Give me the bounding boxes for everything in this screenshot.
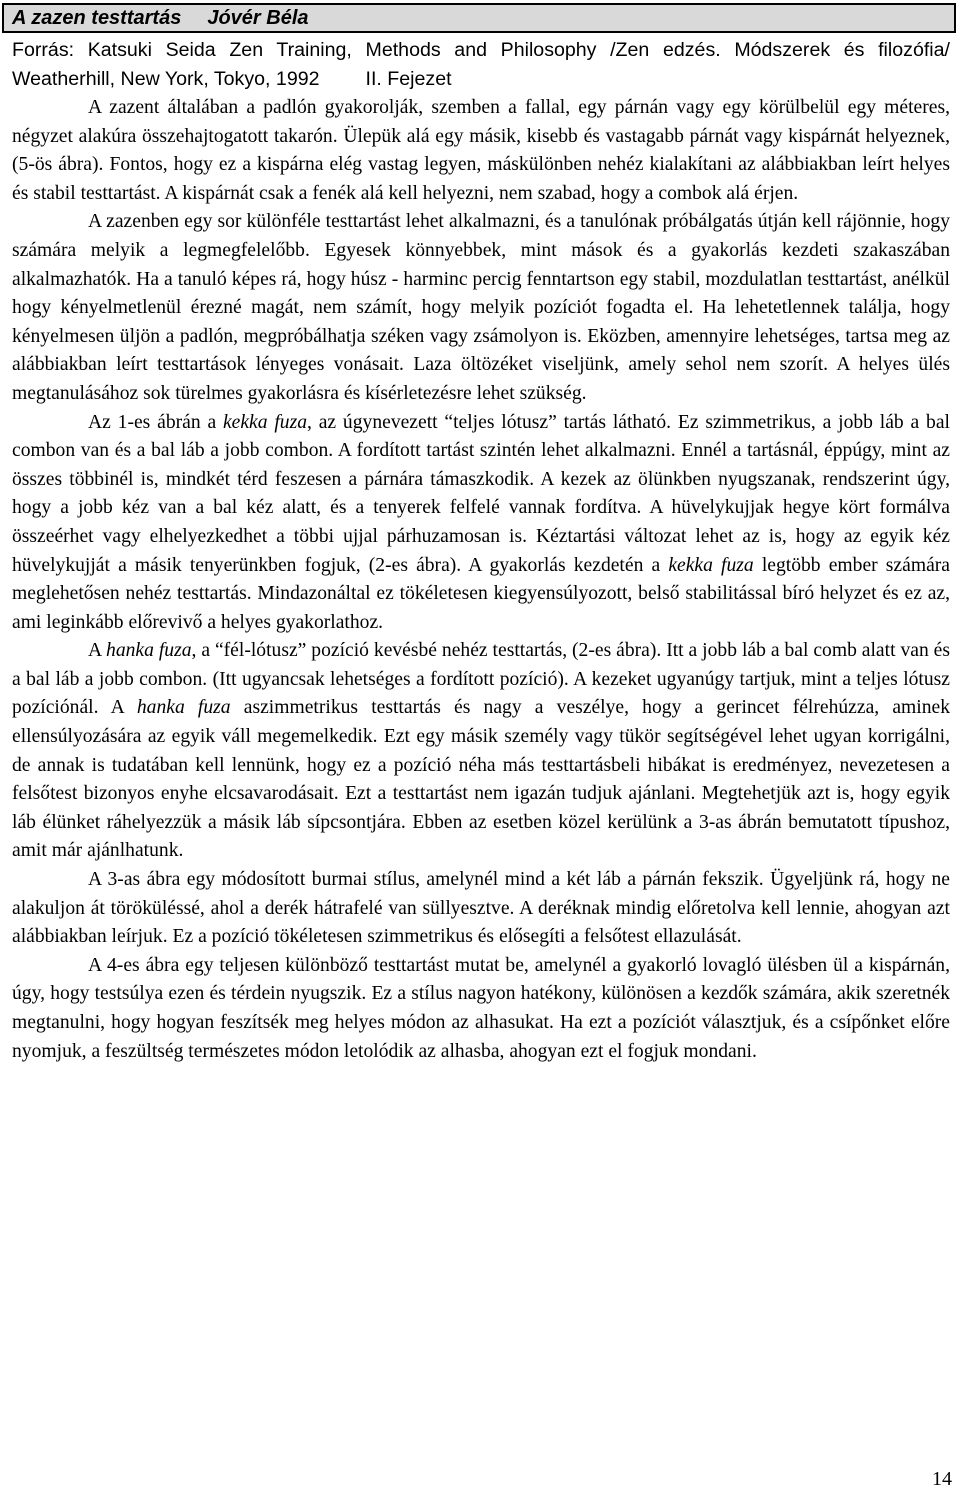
paragraph-4-text: aszimmetrikus testtartás és nagy a veszélye, hogy a gerincet félrehúzza, aminek ellensúlyozására az egyik váll megemelkedik. Ezt egy másik személy vagy tükör segítségével lehet ugyan korrigálni, de annak is tudatában kell lennünk, hogy ez a pozíció néha más testtartásbeli hibákat is eredményez, nevezetesen a felsőtest bizonyos enyhe elcsavarodásait. Ezt a testtartást nem igazán tudjuk ajánlani. Megtehetjük azt is, hogy egyik láb élünket ráhelyezzük a másik láb sípcsontjára. Ebben az esetben közel kerülünk a 3-as ábrán bemutatott típushoz, amit már ajánlhatunk. <box>12 697 951 862</box>
paragraph-5: A 3-as ábra egy módosított burmai stílus, amelynél mind a két láb a párnán fekszik. Ügyeljünk rá, hogy ne alakuljon át töröküléssé, ahol a derék hátrafelé van süllyesztve. A deréknak mindig előretolva kell lennie, ahogyan azt alábbiakban leírjuk. Ez a pozíció tökéletesen szimmetrikus és elősegíti a felsőtest ellazulását. <box>12 869 950 948</box>
document-body <box>12 36 950 1066</box>
paragraph-6: A 4-es ábra egy teljesen különböző testtartást mutat be, amelynél a gyakorló lovagló ülésben ül a kispárnán, úgy, hogy testsúlya ezen és térdein nyugszik. Ez a stílus nagyon hatékony, különösen a kezdők számára, akik szeretnék megtanulni, hogy hogyan feszítsék meg helyes módon az alhasukat. Ha ezt a pozíciót választjuk, és a csípőnket előre nyomjuk, a feszültség természetes módon letolódik az alhasba, ahogyan ezt el fogjuk mondani. <box>12 954 950 1062</box>
paragraph-4-text: A <box>88 640 107 662</box>
page-number: 14 <box>932 1468 952 1490</box>
term-kekka-fuza: kekka fuza <box>222 411 308 433</box>
author-name: Jóvér Béla <box>207 7 309 29</box>
paragraph-3 <box>12 409 950 638</box>
paragraph-2: A zazenben egy sor különféle testtartást lehet alkalmazni, és a tanulónak próbálgatás útján kell rájönnie, hogy számára melyik a legmegfelelőbb. Egyesek könnyebbek, mint mások és a gyakorlás kezdeti szakaszában alkalmazhatók. Ha a tanuló képes rá, hogy húsz - harminc percig fenntartson egy stabil, mozdulatlan testtartást, anélkül hogy kényelmetlenül érezné magát, nem számít, hogy melyik pozíciót fogadta el. Ha lehetetlennek találja, hogy kényelmesen üljön a padlón, megpróbálhatja széken vagy zsámolyon is. Eközben, amennyire lehetséges, tartsa meg az alábbiakban leírt testtartások lényeges vonásait. Laza öltözéket viseljünk, amely sehol nem szorít. A helyes ülés megtanulásához sok türelmes gyakorlásra és kísérletezésre lehet szükség. <box>12 211 950 404</box>
paragraph-3-text: , az úgynevezett “teljes lótusz” tartás látható. Ez szimmetrikus, a jobb láb a bal combon van és a bal láb a jobb combon. A fordított tartást szintén lehet alkalmazni. Ennél a tartásnál, éppúgy, mint az összes többinél is, mindkét térd feszesen a párnára támaszkodik. A kezek az ölünkben nyugszanak, rendszerint úgy, hogy a jobb kéz van a bal kéz alatt, és a tenyerek felfelé vannak fordítva. A hüvelykujjak hegye kört formálva összeérhet vagy elhelyezkedhet a többi ujjal párhuzamosan is. Kéztartási változat lehet az is, hogy az egyik kéz hüvelykujját a másik tenyerünkben fogjuk, (2-es ábra). A gyakorlás kezdetén a <box>12 411 950 576</box>
paragraph-4-text: , a “fél-lótusz” pozíció kevésbé nehéz testtartás, (2-es ábra). Itt a jobb láb a bal comb alatt van és a bal láb a jobb combon. (Itt ugyancsak lehetséges a fordított pozíció). A kezeket ugyanúgy tartjuk, mint a teljes lótusz pozíciónál. A <box>12 640 951 719</box>
term-hanka-fuza: hanka fuza <box>136 697 231 719</box>
term-hanka-fuza: hanka fuza <box>106 640 192 662</box>
paragraph-3-text: Az 1-es ábrán a <box>88 411 223 433</box>
source-text: Forrás: Katsuki Seida Zen Training, Methods and Philosophy /Zen edzés. Módszerek és filozófia/ Weatherhill, New York, Tokyo, 1992 <box>12 39 950 90</box>
paragraph-4 <box>12 637 950 866</box>
paragraph-3-text: legtöbb ember számára meglehetősen nehéz testtartás. Mindazonáltal ez tökéletesen kiegyensúlyozott, belső stabilitással bíró helyzet és ez az, ami leginkább előrevivő a helyes gyakorlathoz. <box>12 554 950 633</box>
source-citation <box>12 36 950 94</box>
chapter-label: II. Fejezet <box>365 68 452 90</box>
title-bar <box>2 3 956 33</box>
term-kekka-fuza: kekka fuza <box>668 554 754 576</box>
page-title: A zazen testtartás <box>12 7 182 29</box>
paragraph-1: A zazent általában a padlón gyakorolják, szemben a fallal, egy párnán vagy egy körülbelül egy méteres, négyzet alakúra összehajtogatott takarón. Ülepük alá egy másik, kisebb és vastagabb párnát vagy kispárnát helyeznek, (5-ös ábra). Fontos, hogy ez a kispárna elég vastag legyen, máskülönben nehéz kialakítani az alábbiakban leírt helyes és stabil testtartást. A kispárnát csak a fenék alá kell helyezni, nem szabad, hogy a combok alá érjen. <box>12 97 950 204</box>
